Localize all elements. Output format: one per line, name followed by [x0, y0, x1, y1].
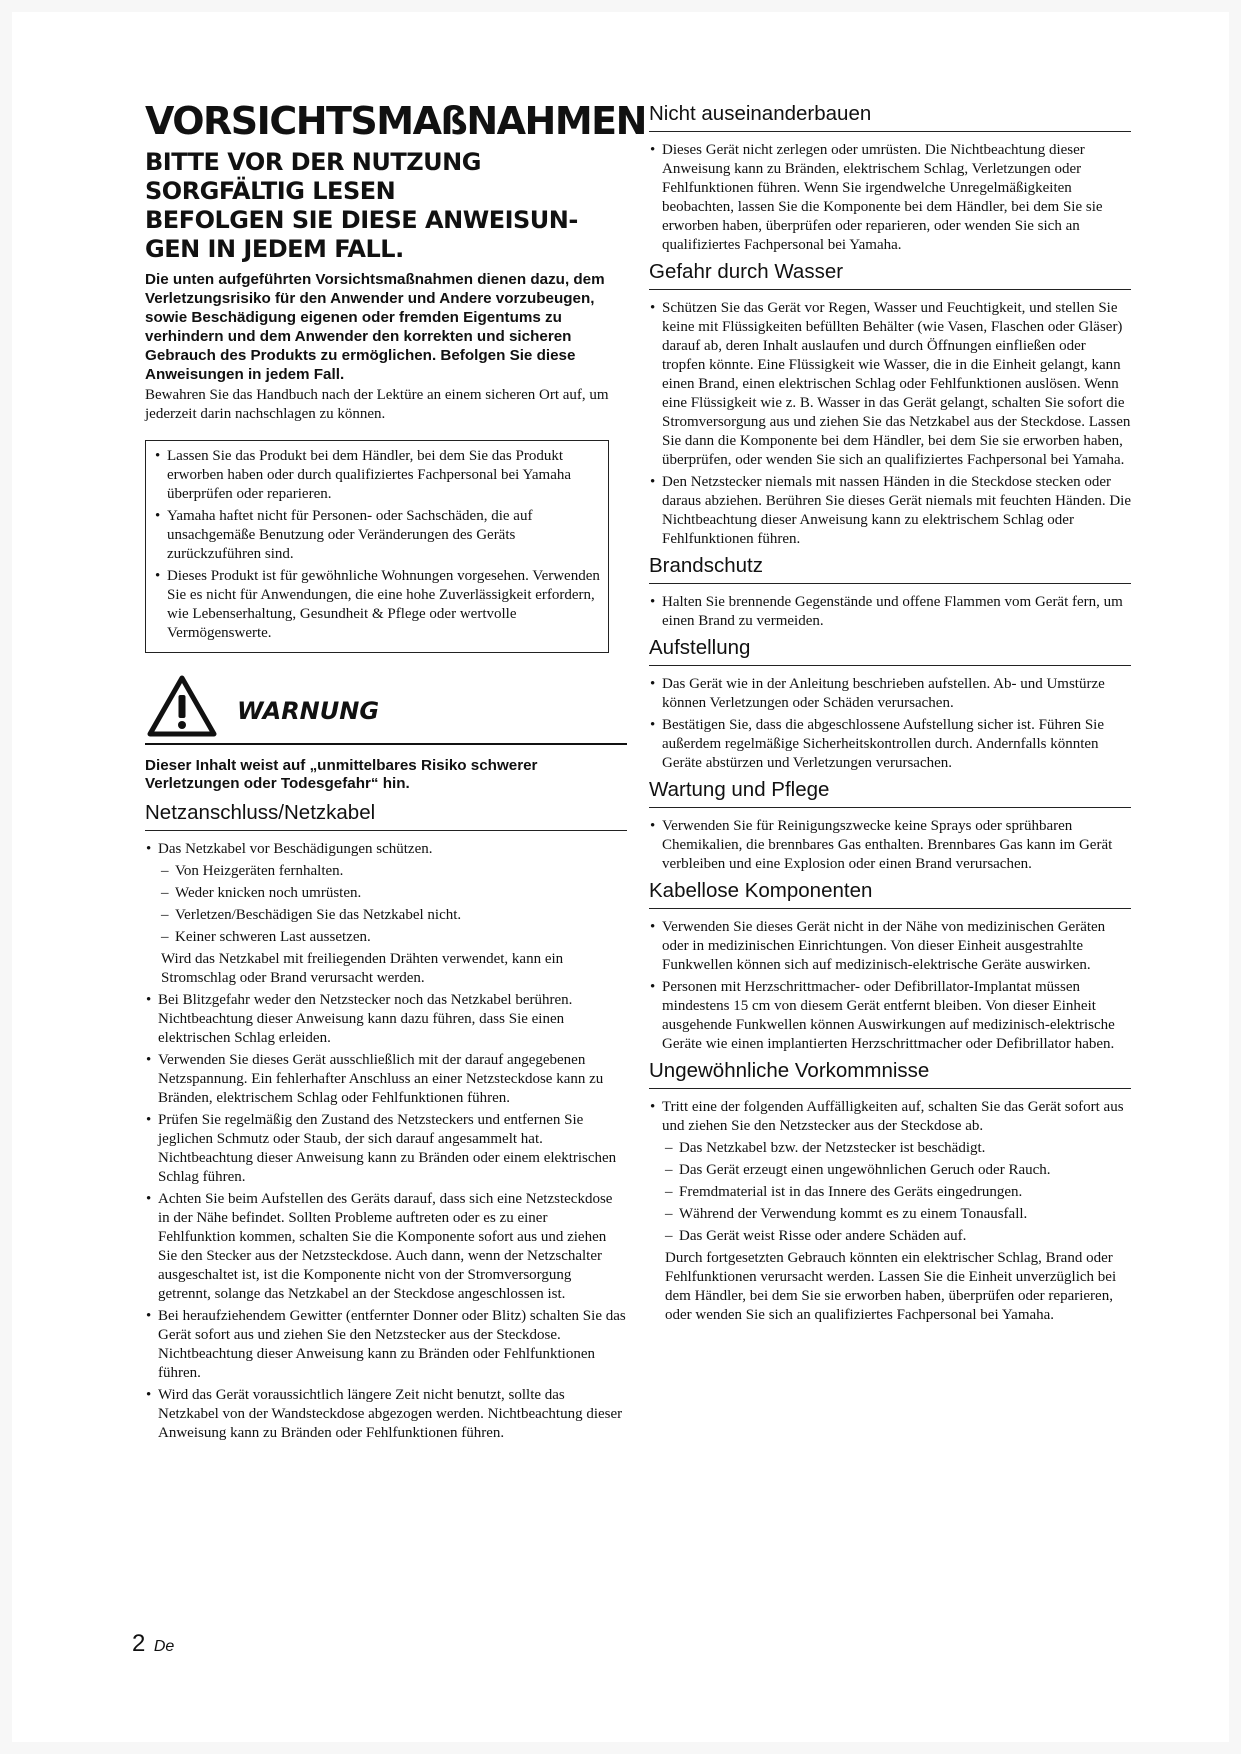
section-heading: Netzanschluss/Netzkabel — [145, 801, 627, 831]
warning-note: Dieser Inhalt weist auf „unmittelbares Risiko schwerer Verletzungen oder Todesgefahr“ hin. — [145, 757, 538, 792]
section-heading: Nicht auseinanderbauen — [649, 102, 1131, 132]
notice-item: • Lassen Sie das Produkt bei dem Händler, bei dem Sie das Produkt erworben haben oder durch qualifiziertes Fachpersonal bei Yamaha überprüfen oder reparieren. — [154, 447, 600, 504]
section-heading: Gefahr durch Wasser — [649, 260, 1131, 290]
section — [145, 801, 627, 1443]
section — [649, 636, 1131, 773]
warning-label: WARNUNG — [237, 697, 380, 725]
section-heading: Brandschutz — [649, 554, 1131, 584]
dash-item: – Verletzen/Beschädigen Sie das Netzkabel nicht. — [145, 906, 627, 925]
language-code: De — [153, 1638, 175, 1655]
document-page — [12, 12, 1229, 1742]
bullet-item: • Wird das Gerät voraussichtlich längere Zeit nicht benutzt, sollte das Netzkabel von der Wandsteckdose abgezogen werden. Nichtbeachtung dieser Anweisung kann zu Bränden oder Fehlfunktionen führen. — [145, 1386, 627, 1443]
bullet-item: • Prüfen Sie regelmäßig den Zustand des Netzsteckers und entfernen Sie jeglichen Schmutz oder Staub, der sich darauf angesammelt hat. Nichtbeachtung dieser Anweisung kann zu Bränden oder einem elektrischen Schlag führen. — [145, 1111, 627, 1187]
section — [649, 260, 1131, 549]
section-heading: Kabellose Komponenten — [649, 879, 1131, 909]
subtitle-line: BITTE VOR DER NUTZUNG — [145, 148, 481, 176]
dash-item: – Das Gerät erzeugt einen ungewöhnlichen Geruch oder Rauch. — [649, 1161, 1131, 1180]
page-title: VORSICHTSMAßNAHMEN — [145, 99, 646, 143]
intro-plain-text: Bewahren Sie das Handbuch nach der Lektüre an einem sicheren Ort auf, um jederzeit darin nachschlagen zu können. — [145, 387, 609, 422]
bullet-item: • Halten Sie brennende Gegenstände und offene Flammen vom Gerät fern, um einen Brand zu vermeiden. — [649, 593, 1131, 631]
bullet-item: • Bestätigen Sie, dass die abgeschlossene Aufstellung sicher ist. Führen Sie außerdem regelmäßige Sicherheitskontrollen durch. Andernfalls könnten Geräte abstürzen und Verletzungen verursachen. — [649, 716, 1131, 773]
dash-item: – Weder knicken noch umrüsten. — [145, 884, 627, 903]
dash-item: – Das Gerät weist Risse oder andere Schäden auf. — [649, 1227, 1131, 1246]
bullet-item: • Den Netzstecker niemals mit nassen Händen in die Steckdose stecken oder daraus abziehen. Berühren Sie dieses Gerät niemals mit feuchten Händen. Die Nichtbeachtung dieser Anweisung kann zu elektrischem Schlag oder Fehlfunktionen führen. — [649, 473, 1131, 549]
bullet-item: • Bei heraufziehendem Gewitter (entfernter Donner oder Blitz) schalten Sie das Gerät sofort aus und ziehen Sie den Netzstecker aus der Steckdose. Nichtbeachtung dieser Anweisung kann zu Bränden oder Fehlfunktionen führen. — [145, 1307, 627, 1383]
section — [649, 102, 1131, 255]
dash-item: – Von Heizgeräten fernhalten. — [145, 862, 627, 881]
bullet-item: • Verwenden Sie dieses Gerät ausschließlich mit der darauf angegebenen Netzspannung. Ein fehlerhafter Anschluss an einer Netzsteckdose kann zu Bränden, elektrischem Schlag oder Fehlfunktionen führen. — [145, 1051, 627, 1108]
paragraph-item: Wird das Netzkabel mit freiliegenden Drähten verwendet, kann ein Stromschlag oder Brand verursacht werden. — [161, 951, 564, 986]
bullet-item: • Das Gerät wie in der Anleitung beschrieben aufstellen. Ab- und Umstürze können Verletzungen oder Schäden verursachen. — [649, 675, 1131, 713]
bullet-item: • Verwenden Sie für Reinigungszwecke keine Sprays oder sprühbaren Chemikalien, die brennbares Gas enthalten. Brennbares Gas kann im Gerät verbleiben und eine Explosion oder einen Brand verursachen. — [649, 817, 1131, 874]
warning-header — [145, 675, 627, 745]
notice-box — [145, 440, 609, 653]
bullet-item: • Personen mit Herzschrittmacher- oder Defibrillator-Implantat müssen mindestens 15 cm von diesem Gerät entfernt bleiben. Von dieser Einheit ausgehende Funkwellen können Auswirkungen auf medizinisch-elektrische Geräte wie einen implantierten Herzschrittmacher oder Defibrillator haben. — [649, 978, 1131, 1054]
bullet-item: • Achten Sie beim Aufstellen des Geräts darauf, dass sich eine Netzsteckdose in der Nähe befindet. Sollten Probleme auftreten oder es zu einer Fehlfunktion kommen, schalten Sie die Komponente sofort aus und ziehen Sie den Stecker aus der Netzsteckdose. Auch dann, wenn der Netzschalter ausgeschaltet ist, ist die Komponente nicht von der Stromversorgung getrennt, solange das Netzkabel an der Steckdose angeschlossen ist. — [145, 1190, 627, 1304]
page-number: 2 — [132, 1630, 146, 1657]
bullet-item: • Verwenden Sie dieses Gerät nicht in der Nähe von medizinischen Geräten oder in medizinischen Einrichtungen. Von dieser Einheit ausgestrahlte Funkwellen können sich auf medizinisch-elektrische Geräte auswirken. — [649, 918, 1131, 975]
bullet-item: • Das Netzkabel vor Beschädigungen schützen. — [145, 840, 627, 859]
subtitle-line: BEFOLGEN SIE DIESE ANWEISUN- — [145, 206, 578, 234]
paragraph-item: Durch fortgesetzten Gebrauch könnten ein elektrischer Schlag, Brand oder Fehlfunktionen verursacht werden. Lassen Sie die Einheit unverzüglich bei dem Händler, bei dem Sie sie erworben haben, überprüfen oder reparieren, oder wenden Sie sich an qualifiziertes Fachpersonal bei Yamaha. — [665, 1250, 1117, 1323]
dash-item: – Während der Verwendung kommt es zu einem Tonausfall. — [649, 1205, 1131, 1224]
subtitle — [145, 148, 627, 264]
section-heading: Aufstellung — [649, 636, 1131, 666]
section — [649, 879, 1131, 1054]
bullet-item: • Tritt eine der folgenden Auffälligkeiten auf, schalten Sie das Gerät sofort aus und ziehen Sie den Netzstecker aus der Steckdose ab. — [649, 1098, 1131, 1136]
section-heading: Ungewöhnliche Vorkommnisse — [649, 1059, 1131, 1089]
section — [649, 1059, 1131, 1325]
left-column — [145, 98, 646, 1446]
dash-item: – Keiner schweren Last aussetzen. — [145, 928, 627, 947]
dash-item: – Fremdmaterial ist in das Innere des Geräts eingedrungen. — [649, 1183, 1131, 1202]
subtitle-line: SORGFÄLTIG LESEN — [145, 177, 396, 205]
intro-bold-text: Die unten aufgeführten Vorsichtsmaßnahmen dienen dazu, dem Verletzungsrisiko für den Anwender und Andere vorzubeugen, sowie Beschädigung eigenen oder fremden Eigentums zu verhindern und dem Anwender den korrekten und sicheren Gebrauch des Produkts zu ermöglichen. Befolgen Sie diese Anweisungen in jedem Fall. — [145, 271, 605, 383]
section — [649, 778, 1131, 874]
right-column — [649, 102, 1131, 1330]
bullet-item: • Bei Blitzgefahr weder den Netzstecker noch das Netzkabel berühren. Nichtbeachtung dieser Anweisung kann dazu führen, dass Sie einen elektrischen Schlag erleiden. — [145, 991, 627, 1048]
subtitle-line: GEN IN JEDEM FALL. — [145, 235, 404, 263]
page-footer — [132, 1630, 174, 1658]
notice-item: • Dieses Produkt ist für gewöhnliche Wohnungen vorgesehen. Verwenden Sie es nicht für Anwendungen, die eine hohe Zuverlässigkeit erfordern, wie Lebenserhaltung, Gesundheit & Pflege oder wertvolle Vermögenswerte. — [154, 567, 600, 643]
dash-item: – Das Netzkabel bzw. der Netzstecker ist beschädigt. — [649, 1139, 1131, 1158]
notice-item: • Yamaha haftet nicht für Personen- oder Sachschäden, die auf unsachgemäße Benutzung oder Veränderungen des Geräts zurückzuführen sind. — [154, 507, 600, 564]
warning-triangle-icon — [147, 675, 217, 737]
section-heading: Wartung und Pflege — [649, 778, 1131, 808]
bullet-item: • Dieses Gerät nicht zerlegen oder umrüsten. Die Nichtbeachtung dieser Anweisung kann zu Bränden, elektrischem Schlag, Verletzungen oder Fehlfunktionen führen. Wenn Sie irgendwelche Unregelmäßigkeiten beobachten, lassen Sie die Komponente bei dem Händler, bei dem Sie sie erworben haben, überprüfen oder reparieren, oder wenden Sie sich an qualifiziertes Fachpersonal bei Yamaha. — [649, 141, 1131, 255]
bullet-item: • Schützen Sie das Gerät vor Regen, Wasser und Feuchtigkeit, und stellen Sie keine mit Flüssigkeiten befüllten Behälter (wie Vasen, Flaschen oder Gläser) darauf ab, deren Inhalt auslaufen und durch Öffnungen einfließen oder tropfen könnte. Eine Flüssigkeit wie Wasser, die in die Einheit gelangt, kann einen Brand, einen elektrischen Schlag oder Fehlfunktionen auslösen. Wenn eine Flüssigkeit wie z. B. Wasser in das Gerät gelangt, schalten Sie sofort die Stromversorgung aus und ziehen Sie das Netzkabel aus der Steckdose. Lassen Sie dann die Komponente bei dem Händler, bei dem Sie sie erworben haben, überprüfen, oder wenden Sie sich an qualifiziertes Fachpersonal bei Yamaha. — [649, 299, 1131, 470]
section — [649, 554, 1131, 631]
